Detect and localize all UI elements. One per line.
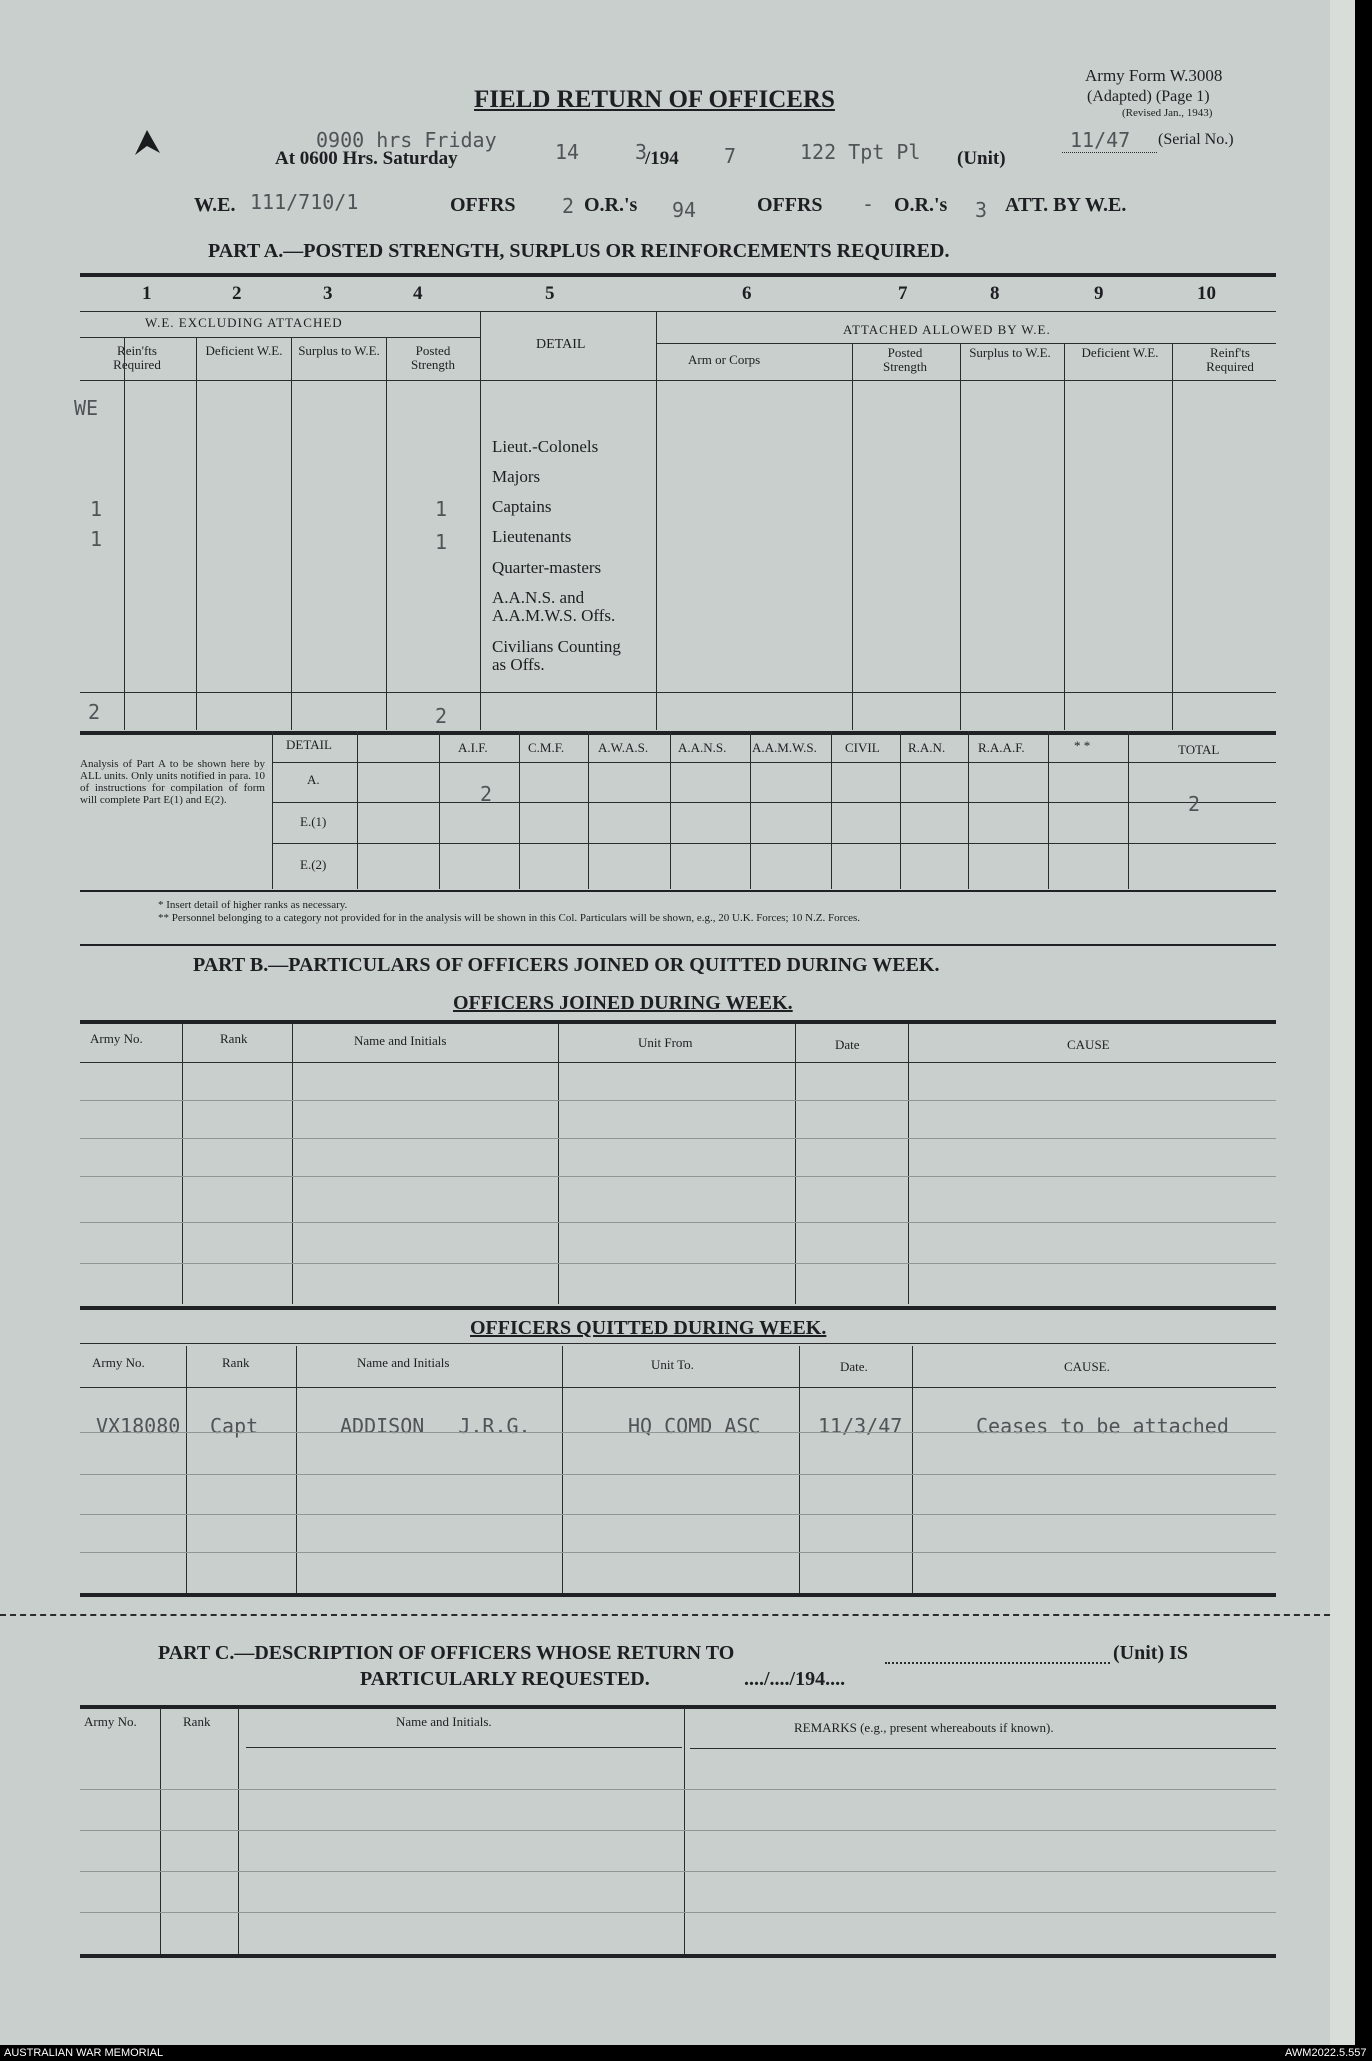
total-posted: 2: [435, 704, 448, 728]
col-att-surplus: Surplus to W.E.: [969, 345, 1051, 360]
we-mark: WE: [74, 396, 99, 420]
joined-row-rule: [80, 1263, 1276, 1264]
joined-row-rule: [80, 1176, 1276, 1177]
part-c-row-rule: [80, 1830, 1276, 1831]
part-c-line1: PART C.—DESCRIPTION OF OFFICERS WHOSE RETURN TO: [158, 1642, 735, 1664]
part-b-title: PART B.—PARTICULARS OF OFFICERS JOINED OR QUITTED DURING WEEK.: [193, 954, 940, 976]
col-deficient: Deficient W.E.: [205, 343, 283, 358]
quitted-bottom-rule: [80, 1593, 1276, 1597]
part-a-title: PART A.—POSTED STRENGTH, SURPLUS OR REINFORCEMENTS REQUIRED.: [208, 240, 950, 262]
v-line: [182, 1024, 183, 1304]
v-line: [186, 1346, 187, 1593]
quitted-row-rule: [80, 1432, 1276, 1433]
offrs-label: OFFRS: [450, 194, 516, 216]
part-c-row-rule: [80, 1912, 1276, 1913]
analysis-row-rule: [272, 843, 1276, 844]
rank-lieutenants: Lieutenants: [492, 527, 572, 546]
analysis-col-aans: A.A.N.S.: [678, 740, 727, 755]
v-line: [799, 1346, 800, 1593]
part-c-col-remarks: REMARKS (e.g., present whereabouts if known).: [794, 1720, 1054, 1735]
col-number-4: 4: [413, 283, 423, 304]
quitted-row-rank: Capt: [210, 1414, 259, 1438]
joined-col-name: Name and Initials: [354, 1033, 447, 1048]
paper-edge: [1330, 0, 1355, 2045]
offrs2-label: OFFRS: [757, 194, 823, 216]
v-line: [684, 1708, 685, 1954]
ors-value: 94: [672, 198, 697, 222]
col-number-8: 8: [990, 283, 1000, 304]
tear-line: [0, 1614, 1330, 1616]
analysis-col-cmf: C.M.F.: [528, 740, 565, 755]
captains-posted: 1: [435, 497, 448, 521]
footer-credit: AUSTRALIAN WAR MEMORIAL: [4, 2047, 164, 2059]
joined-header-rule: [80, 1062, 1276, 1063]
col-number-2: 2: [232, 283, 242, 304]
analysis-detail-header: DETAIL: [286, 737, 332, 752]
v-line: [296, 1346, 297, 1593]
quitted-row-army-no: VX18080: [96, 1414, 181, 1438]
offrs2-value: -: [862, 192, 875, 216]
footer-accession: AWM2022.5.557: [1285, 2047, 1367, 2059]
v-line: [480, 311, 481, 730]
quitted-row-name: ADDISON J.R.G.: [340, 1414, 531, 1438]
analysis-row-rule: [272, 802, 1276, 803]
v-line: [439, 731, 440, 889]
v-line: [1128, 731, 1129, 889]
analysis-row-e1: E.(1): [300, 814, 327, 829]
col-number-1: 1: [142, 283, 152, 304]
joined-col-date: Date: [835, 1037, 860, 1052]
v-line: [588, 731, 589, 889]
v-line: [968, 731, 969, 889]
rank-quartermasters: Quarter-masters: [492, 558, 602, 577]
v-line: [670, 731, 671, 889]
form-title: FIELD RETURN OF OFFICERS: [474, 86, 835, 113]
arrow-mark-icon: [132, 128, 162, 158]
col-number-7: 7: [898, 283, 908, 304]
part-c-header-rule: [690, 1748, 1276, 1749]
quitted-top-rule: [80, 1343, 1276, 1344]
form-number: Army Form W.3008: [1085, 66, 1223, 85]
joined-col-unit-from: Unit From: [638, 1035, 693, 1050]
v-line: [960, 343, 961, 730]
quitted-row-rule: [80, 1514, 1276, 1515]
part-c-top-rule: [80, 1705, 1276, 1709]
joined-top-rule: [80, 1020, 1276, 1024]
v-line: [900, 731, 901, 889]
lieutenants-posted: 1: [435, 530, 448, 554]
date-month: 3: [635, 140, 648, 164]
col-number-5: 5: [545, 283, 555, 304]
att-group-rule: [656, 343, 1276, 344]
unit-label: (Unit): [957, 148, 1006, 169]
analysis-col-raaf: R.A.A.F.: [978, 740, 1025, 755]
part-a-top-rule: [80, 273, 1276, 277]
analysis-col-other: * *: [1074, 738, 1091, 753]
col-surplus: Surplus to W.E.: [298, 343, 380, 358]
we-value: 111/710/1: [250, 190, 359, 214]
date-year-prefix: /194: [645, 148, 679, 169]
lieutenants-reinf: 1: [90, 527, 103, 551]
v-line: [656, 311, 657, 730]
form-revised: (Revised Jan., 1943): [1122, 107, 1213, 119]
col-reinf-required: Rein'fts Required: [113, 343, 161, 372]
joined-col-rank: Rank: [220, 1031, 248, 1046]
part-c-bottom-rule: [80, 1954, 1276, 1958]
part-c-line2: PARTICULARLY REQUESTED.: [360, 1668, 650, 1690]
v-line: [196, 337, 197, 730]
ors2-value: 3: [975, 198, 988, 222]
v-line: [750, 731, 751, 889]
part-c-col-rank: Rank: [183, 1714, 211, 1729]
part-c-unit-blank: [885, 1662, 1110, 1664]
col-att-posted: Posted Strength: [882, 345, 928, 374]
joined-row-rule: [80, 1138, 1276, 1139]
col-number-6: 6: [742, 283, 752, 304]
analysis-note: Analysis of Part A to be shown here by ALL units. Only units notified in para. 10 of instructions for compilation of form will complete Part E(1) and E(2).: [80, 758, 265, 806]
ors2-label: O.R.'s: [894, 194, 948, 216]
rank-captains: Captains: [492, 497, 552, 516]
quitted-col-unit-to: Unit To.: [651, 1357, 694, 1372]
joined-col-cause: CAUSE: [1067, 1037, 1110, 1052]
we-label: W.E.: [194, 194, 236, 216]
total-rule: [80, 692, 1276, 693]
rank-civilians: Civilians Counting as Offs.: [492, 637, 621, 674]
v-line: [160, 1708, 161, 1954]
joined-title: OFFICERS JOINED DURING WEEK.: [453, 992, 793, 1014]
part-c-row-rule: [80, 1871, 1276, 1872]
v-line: [912, 1346, 913, 1593]
analysis-top-rule: [80, 731, 1276, 735]
analysis-col-aamws: A.A.M.W.S.: [752, 740, 817, 755]
att-label: ATT. BY W.E.: [1005, 194, 1127, 216]
serial-value: 11/47: [1070, 128, 1131, 152]
col-number-rule: [80, 311, 1276, 312]
col-att-deficient: Deficient W.E.: [1081, 345, 1159, 360]
v-line: [1172, 343, 1173, 730]
analysis-aif-a: 2: [480, 782, 493, 806]
quitted-row-unit: HQ COMD ASC: [628, 1414, 761, 1438]
joined-col-army-no: Army No.: [90, 1031, 143, 1046]
part-c-header-rule: [246, 1747, 682, 1748]
v-line: [519, 731, 520, 889]
joined-bottom-rule: [80, 1306, 1276, 1310]
quitted-col-date: Date.: [840, 1359, 868, 1374]
col-posted-strength: Posted Strength: [410, 343, 456, 372]
quitted-row-date: 11/3/47: [818, 1414, 903, 1438]
captains-reinf: 1: [90, 497, 103, 521]
part-c-col-army-no: Army No.: [84, 1714, 137, 1729]
analysis-header-rule: [272, 762, 1276, 763]
we-group-rule: [80, 337, 480, 338]
col-number-9: 9: [1094, 283, 1104, 304]
offrs-value: 2: [562, 194, 575, 218]
analysis-col-total: TOTAL: [1178, 742, 1220, 757]
v-line: [386, 337, 387, 730]
v-line: [795, 1024, 796, 1304]
v-line: [1048, 731, 1049, 889]
part-b-top-rule: [80, 944, 1276, 946]
analysis-bottom-rule: [80, 890, 1276, 892]
footnote-1: * Insert detail of higher ranks as necessary.: [158, 899, 348, 911]
analysis-col-aif: A.I.F.: [458, 740, 488, 755]
rank-majors: Majors: [492, 467, 541, 486]
header-bottom-rule: [80, 380, 1276, 381]
col-number-3: 3: [323, 283, 333, 304]
v-line: [1064, 343, 1065, 730]
quitted-header-rule: [80, 1387, 1276, 1388]
part-c-line1-end: (Unit) IS: [1113, 1642, 1189, 1664]
analysis-total-a: 2: [1188, 792, 1201, 816]
rank-aans-aamws: A.A.N.S. and A.A.M.W.S. Offs.: [492, 588, 616, 625]
joined-row-rule: [80, 1100, 1276, 1101]
v-line: [908, 1024, 909, 1304]
quitted-col-rank: Rank: [222, 1355, 250, 1370]
v-line: [291, 337, 292, 730]
quitted-row-cause: Ceases to be attached: [976, 1414, 1229, 1438]
v-line: [558, 1024, 559, 1304]
total-reinf: 2: [88, 700, 101, 724]
col-number-10: 10: [1197, 283, 1216, 304]
v-line: [272, 731, 273, 889]
footnote-2: ** Personnel belonging to a category not provided for in the analysis will be shown in this Col. Particulars will be shown, e.g., 20 U.K. Forces; 10 N.Z. Forces.: [158, 912, 861, 924]
analysis-row-a: A.: [307, 772, 320, 787]
serial-underline: [1062, 152, 1157, 153]
analysis-col-civil: CIVIL: [845, 740, 880, 755]
quitted-col-army-no: Army No.: [92, 1355, 145, 1370]
unit-typed: 122 Tpt Pl: [800, 140, 921, 164]
quitted-title: OFFICERS QUITTED DURING WEEK.: [470, 1317, 827, 1339]
at-line-prefix: At 0600 Hrs. Saturday: [275, 148, 458, 169]
date-day: 14: [555, 140, 580, 164]
v-line: [852, 343, 853, 730]
rank-lieut-colonels: Lieut.-Colonels: [492, 437, 599, 456]
date-year: 7: [724, 144, 737, 168]
part-c-col-name: Name and Initials.: [396, 1714, 492, 1729]
v-line: [357, 731, 358, 889]
analysis-col-ran: R.A.N.: [908, 740, 946, 755]
quitted-col-name: Name and Initials: [357, 1355, 450, 1370]
v-line: [124, 337, 125, 730]
we-group-header: W.E. EXCLUDING ATTACHED: [145, 315, 343, 330]
at-line-typed: 0900 hrs Friday: [316, 128, 497, 152]
analysis-row-e2: E.(2): [300, 857, 327, 872]
v-line: [238, 1708, 239, 1954]
quitted-row-rule: [80, 1474, 1276, 1475]
detail-header: DETAIL: [536, 337, 586, 352]
analysis-col-awas: A.W.A.S.: [598, 740, 649, 755]
col-att-reinf: Reinf'ts Required: [1206, 345, 1254, 374]
joined-row-rule: [80, 1222, 1276, 1223]
v-line: [292, 1024, 293, 1304]
col-arm-corps: Arm or Corps: [688, 352, 761, 367]
v-line: [562, 1346, 563, 1593]
att-group-header: ATTACHED ALLOWED BY W.E.: [843, 322, 1051, 337]
quitted-row-rule: [80, 1552, 1276, 1553]
serial-label: (Serial No.): [1158, 131, 1234, 148]
part-c-date: ..../..../194....: [744, 1668, 846, 1690]
ors-label: O.R.'s: [584, 194, 638, 216]
quitted-col-cause: CAUSE.: [1064, 1359, 1110, 1374]
part-c-row-rule: [80, 1789, 1276, 1790]
v-line: [831, 731, 832, 889]
form-adapted: (Adapted) (Page 1): [1087, 88, 1210, 105]
